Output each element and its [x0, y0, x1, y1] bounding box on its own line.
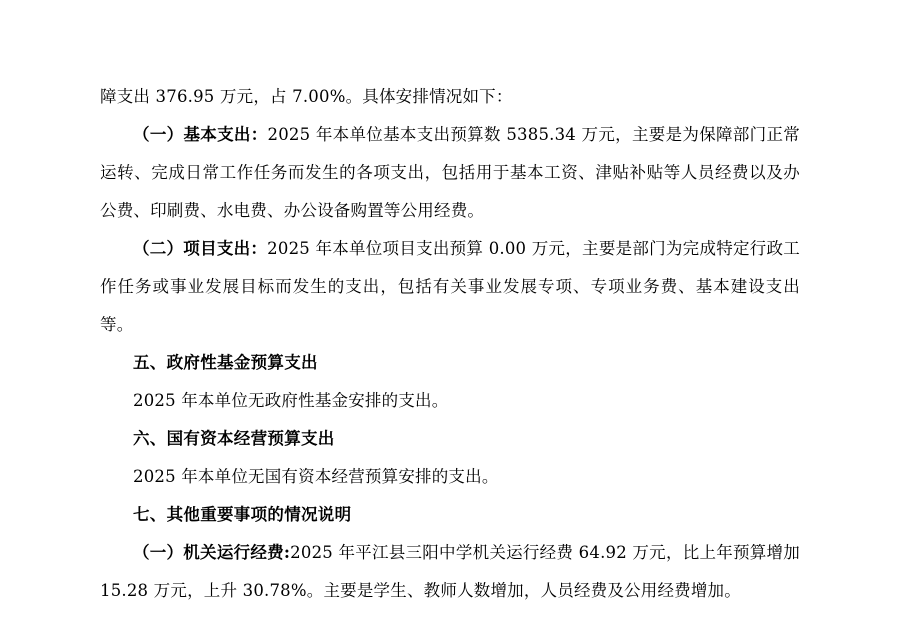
heading-five: 五、政府性基金预算支出: [133, 353, 318, 372]
heading-seven: 七、其他重要事项的情况说明: [133, 505, 352, 524]
agency-operating-label: （一）机关运行经费:: [133, 543, 291, 562]
agency-operating-text: 2025 年平江县三阳中学机关运行经费 64.92 万元，比上年预算增加 15.28 万元，上升 30.78%。主要是学生、教师人数增加，人员经费及公用经费增加。: [100, 543, 800, 600]
project-expenditure-text: 2025 年本单位项目支出预算 0.00 万元，主要是部门为完成特定行政工作任务或事业发展目标而发生的支出，包括有关事业发展专项、专项业务费、基本建设支出等。: [100, 239, 800, 334]
state-capital-paragraph: 2025 年本单位无国有资本经营预算安排的支出。: [133, 467, 499, 486]
project-expenditure-paragraph: [100, 230, 800, 344]
continuation-paragraph: 障支出 376.95 万元，占 7.00%。具体安排情况如下：: [100, 87, 513, 106]
project-expenditure-label: （二）项目支出：: [133, 239, 268, 258]
government-fund-paragraph: 2025 年本单位无政府性基金安排的支出。: [133, 391, 449, 410]
heading-six: 六、国有资本经营预算支出: [133, 429, 335, 448]
basic-expenditure-label: （一）基本支出：: [133, 125, 268, 144]
basic-expenditure-paragraph: [100, 116, 800, 230]
agency-operating-paragraph: [100, 534, 800, 610]
basic-expenditure-text: 2025 年本单位基本支出预算数 5385.34 万元，主要是为保障部门正常运转、完成日常工作任务而发生的各项支出，包括用于基本工资、津贴补贴等人员经费以及办公费、印刷费、水电费、办公设备购置等公用经费。: [100, 125, 801, 220]
